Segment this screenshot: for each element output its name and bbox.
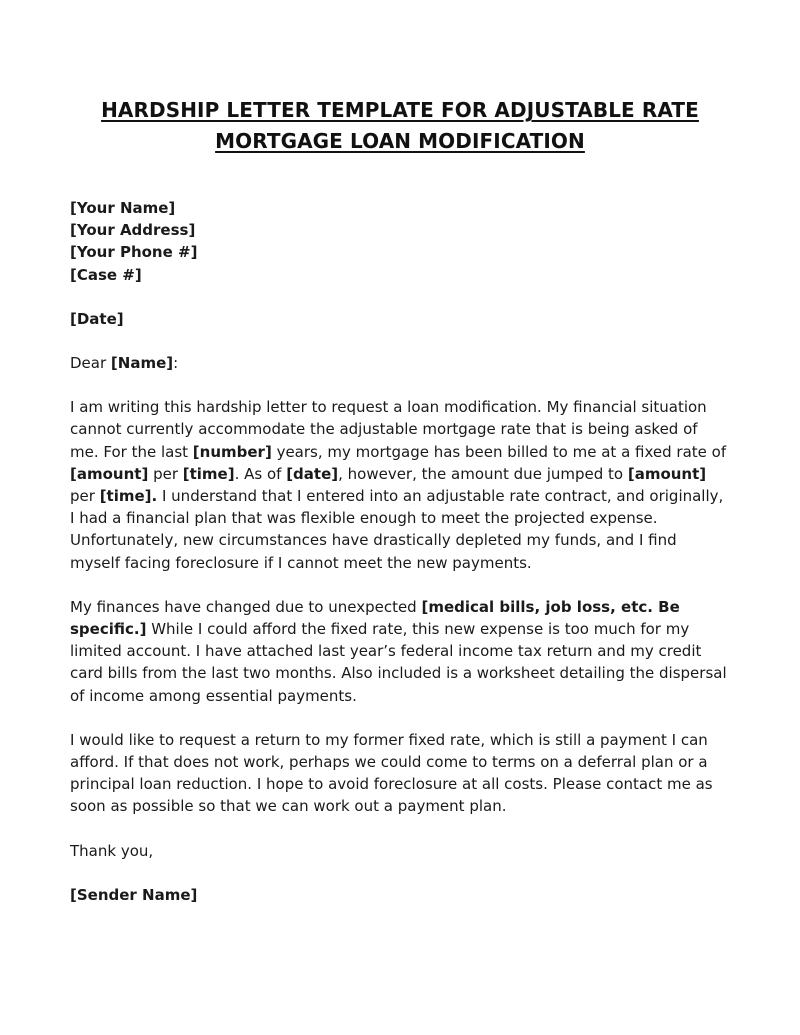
salutation-prefix: Dear (70, 354, 111, 373)
p1-number-placeholder: [number] (192, 442, 272, 461)
p2-reason-placeholder: [medical bills, job loss, etc. Be specific.] (70, 597, 680, 639)
p2-text-2: While I could afford the fixed rate, this new expense is too much for my limited account. I have attached last year’s federal income tax return and my credit card bills from the last two months. Also included is a worksheet detailing the dispersal of income among essential payments. (70, 620, 727, 705)
closing: Thank you, (70, 841, 154, 860)
signature-placeholder: [Sender Name] (70, 885, 198, 904)
p1-text-3: per (148, 464, 183, 483)
p1-text-1: I am writing this hardship letter to request a loan modification. My financial situation cannot currently accommodate the adjustable mortgage rate that is being asked of me. For the last (70, 398, 707, 461)
p1-amount-placeholder-1: [amount] (70, 464, 149, 483)
title-line-1: HARDSHIP LETTER TEMPLATE FOR ADJUSTABLE RATE (101, 98, 699, 122)
p1-time-placeholder-2: [time]. (99, 487, 158, 506)
sender-name-placeholder: [Your Name] (70, 199, 176, 217)
p1-text-5: , however, the amount due jumped to (338, 464, 628, 483)
sender-address-placeholder: [Your Address] (70, 221, 196, 240)
p2-text-1: My finances have changed due to unexpected (70, 597, 422, 616)
body-paragraph-2 (70, 596, 730, 707)
case-number-placeholder: [Case #] (70, 265, 142, 284)
sender-phone-placeholder: [Your Phone #] (70, 243, 198, 262)
p1-time-placeholder-1: [time] (182, 464, 235, 483)
salutation (70, 352, 730, 374)
p1-date-placeholder: [date] (286, 464, 339, 483)
p1-amount-placeholder-2: [amount] (627, 464, 707, 483)
p1-text-6: per (70, 487, 100, 506)
p1-text-7: I understand that I entered into an adjustable rate contract, and originally, I had a financial plan that was flexible enough to meet the projected expense. Unfortunately, new circumstances have drastically depleted my funds, and I find myself facing foreclosure if I cannot meet the new payments. (70, 487, 724, 572)
salutation-suffix: : (173, 354, 179, 373)
date-placeholder: [Date] (70, 309, 124, 328)
body-paragraph-3: I would like to request a return to my former fixed rate, which is still a payment I can afford. If that does not work, perhaps we could come to terms on a deferral plan or a principal loan reduction. I hope to avoid foreclosure at all costs. Please contact me as soon as possible so that we can work out a payment plan. (70, 730, 713, 816)
p1-text-4: . As of (234, 464, 287, 483)
title-line-2: MORTGAGE LOAN MODIFICATION (215, 129, 585, 153)
sender-address-block (70, 197, 730, 286)
body-paragraph-1 (70, 396, 730, 574)
p1-text-2: years, my mortgage has been billed to me at a fixed rate of (271, 442, 727, 461)
document-title (70, 95, 730, 157)
salutation-name-placeholder: [Name] (110, 354, 174, 373)
